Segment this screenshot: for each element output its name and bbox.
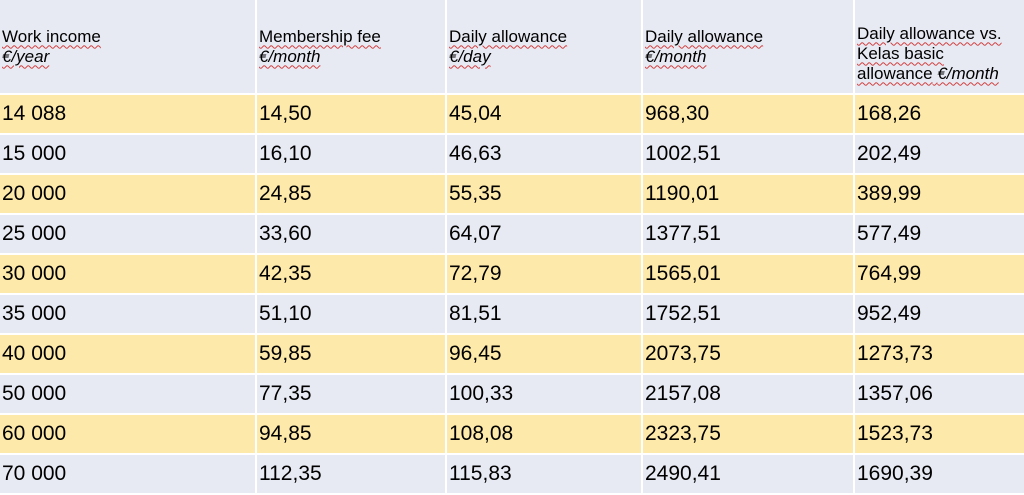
cell-daily-allowance-day: 46,63 [446,134,642,174]
cell-allowance-vs-basic: 168,26 [854,94,1024,134]
cell-work-income: 25 000 [0,214,256,254]
cell-allowance-vs-basic: 577,49 [854,214,1024,254]
header-membership-fee [256,0,446,94]
header-unit: €/day [449,46,491,66]
table-row [0,454,1024,494]
cell-daily-allowance-month: 1190,01 [642,174,854,214]
cell-work-income: 60 000 [0,414,256,454]
header-daily-allowance-month [642,0,854,94]
cell-work-income: 30 000 [0,254,256,294]
table-row [0,134,1024,174]
table-row [0,334,1024,374]
table-row [0,214,1024,254]
header-label-line-2: Kelas basic [857,43,944,63]
header-daily-allowance-day [446,0,642,94]
header-unit: €/year [2,46,50,66]
cell-membership-fee: 42,35 [256,254,446,294]
cell-daily-allowance-month: 2323,75 [642,414,854,454]
cell-allowance-vs-basic: 952,49 [854,294,1024,334]
cell-daily-allowance-day: 72,79 [446,254,642,294]
cell-daily-allowance-month: 1002,51 [642,134,854,174]
cell-daily-allowance-month: 2157,08 [642,374,854,414]
table-header [0,0,1024,94]
header-unit: €/month [937,63,999,83]
header-label: Daily allowance [645,26,764,46]
cell-work-income: 40 000 [0,334,256,374]
header-label-allowance: allowance [857,63,933,83]
cell-daily-allowance-day: 100,33 [446,374,642,414]
cell-work-income: 15 000 [0,134,256,174]
header-unit: €/month [259,46,321,66]
cell-daily-allowance-month: 2490,41 [642,454,854,494]
header-label-line-3 [857,64,1024,84]
cell-daily-allowance-month: 1377,51 [642,214,854,254]
cell-membership-fee: 33,60 [256,214,446,254]
header-allowance-vs-basic [854,0,1024,94]
header-label-line-1: Daily allowance vs. [857,23,1002,43]
header-label: Daily allowance [449,26,568,46]
cell-membership-fee: 94,85 [256,414,446,454]
cell-daily-allowance-month: 968,30 [642,94,854,134]
cell-allowance-vs-basic: 1357,06 [854,374,1024,414]
cell-work-income: 20 000 [0,174,256,214]
cell-daily-allowance-month: 1565,01 [642,254,854,294]
table-row [0,174,1024,214]
table-row [0,414,1024,454]
cell-daily-allowance-month: 1752,51 [642,294,854,334]
cell-daily-allowance-day: 81,51 [446,294,642,334]
cell-allowance-vs-basic: 202,49 [854,134,1024,174]
cell-daily-allowance-day: 45,04 [446,94,642,134]
header-work-income [0,0,256,94]
cell-allowance-vs-basic: 764,99 [854,254,1024,294]
cell-allowance-vs-basic: 389,99 [854,174,1024,214]
table-row [0,294,1024,334]
cell-membership-fee: 16,10 [256,134,446,174]
cell-membership-fee: 14,50 [256,94,446,134]
cell-membership-fee: 59,85 [256,334,446,374]
cell-daily-allowance-month: 2073,75 [642,334,854,374]
header-label: Work income [2,26,101,46]
table-row [0,94,1024,134]
cell-work-income: 14 088 [0,94,256,134]
cell-membership-fee: 24,85 [256,174,446,214]
cell-work-income: 50 000 [0,374,256,414]
cell-daily-allowance-day: 96,45 [446,334,642,374]
cell-work-income: 70 000 [0,454,256,494]
header-label: Membership fee [259,26,381,46]
cell-daily-allowance-day: 55,35 [446,174,642,214]
header-row [0,0,1024,94]
cell-daily-allowance-day: 64,07 [446,214,642,254]
cell-membership-fee: 112,35 [256,454,446,494]
table-row [0,374,1024,414]
header-unit: €/month [645,46,707,66]
table-body [0,94,1024,494]
cell-daily-allowance-day: 115,83 [446,454,642,494]
cell-allowance-vs-basic: 1523,73 [854,414,1024,454]
cell-allowance-vs-basic: 1273,73 [854,334,1024,374]
table-row [0,254,1024,294]
cell-daily-allowance-day: 108,08 [446,414,642,454]
cell-allowance-vs-basic: 1690,39 [854,454,1024,494]
cell-work-income: 35 000 [0,294,256,334]
cell-membership-fee: 77,35 [256,374,446,414]
cell-membership-fee: 51,10 [256,294,446,334]
